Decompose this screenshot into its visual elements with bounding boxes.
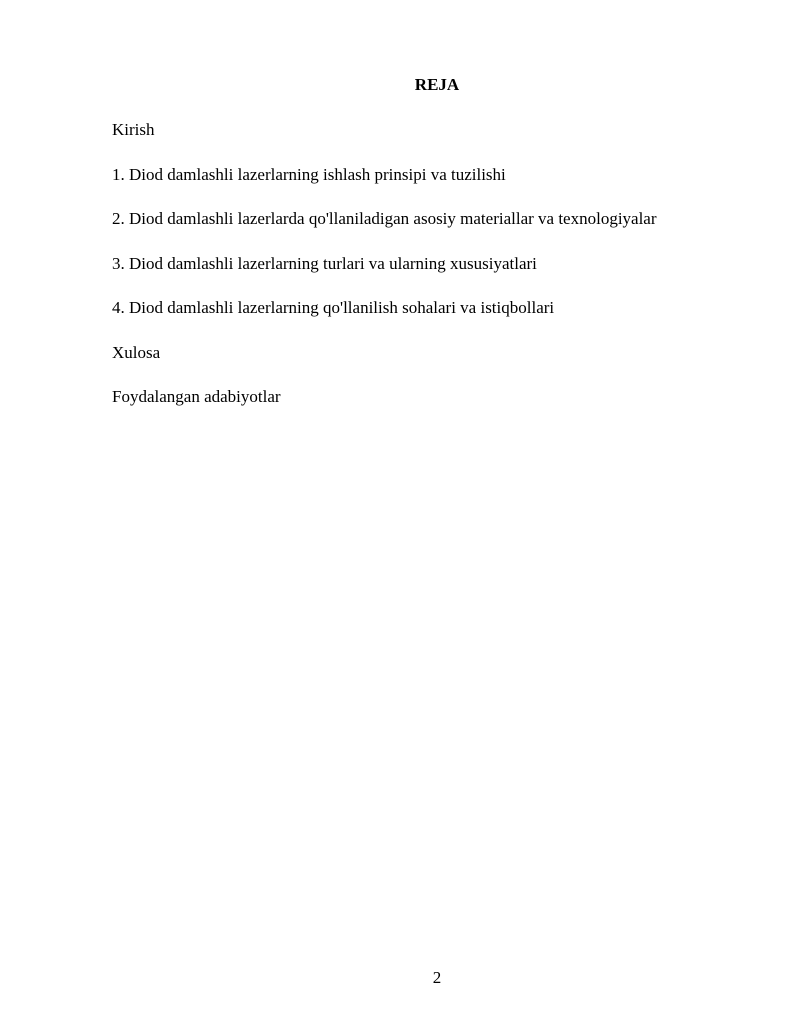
toc-item-2: 2. Diod damlashli lazerlarda qo'llaniladigan asosiy materiallar va texnologiyalar xyxy=(112,209,657,228)
toc-item-introduction: Kirish xyxy=(112,120,155,139)
page-number: 2 xyxy=(432,968,442,987)
toc-item-3: 3. Diod damlashli lazerlarning turlari va ularning xususiyatlari xyxy=(112,253,537,273)
toc-item-4: 4. Diod damlashli lazerlarning qo'llanilish sohalari va istiqbollari xyxy=(112,298,555,317)
toc-item-conclusion: Xulosa xyxy=(112,342,161,362)
table-of-contents xyxy=(112,119,657,431)
toc-item-references: Foydalangan adabiyotlar xyxy=(112,387,281,406)
page-title: REJA xyxy=(414,75,460,94)
toc-item-1: 1. Diod damlashli lazerlarning ishlash prinsipi va tuzilishi xyxy=(112,164,506,184)
